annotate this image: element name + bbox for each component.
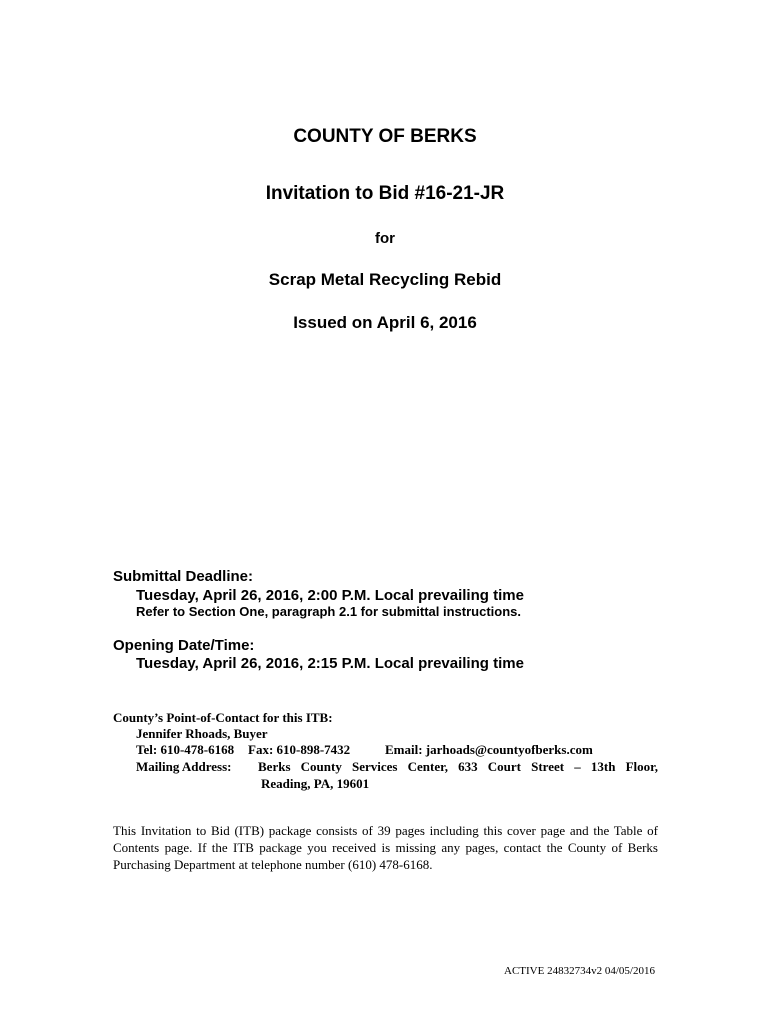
county-title: COUNTY OF BERKS [293, 126, 477, 147]
contact-email: Email: jarhoads@countyofberks.com [385, 742, 593, 757]
mailing-address-label: Mailing Address: [136, 759, 232, 774]
submittal-instructions: Refer to Section One, paragraph 2.1 for submittal instructions. [136, 604, 522, 619]
submittal-deadline-heading: Submittal Deadline: [113, 568, 254, 585]
mailing-address-line1: Berks County Services Center, 633 Court Street – 13th Floor, [258, 759, 658, 774]
issue-date: Issued on April 6, 2016 [293, 313, 477, 332]
opening-datetime: Tuesday, April 26, 2016, 2:15 P.M. Local prevailing time [136, 655, 524, 672]
mailing-address-line2: Reading, PA, 19601 [261, 776, 370, 791]
contact-telephone: Tel: 610-478-6168 [136, 742, 235, 757]
project-title: Scrap Metal Recycling Rebid [268, 270, 502, 289]
contact-name: Jennifer Rhoads, Buyer [136, 726, 268, 741]
contact-heading: County’s Point-of-Contact for this ITB: [113, 710, 333, 725]
document-id-footer: ACTIVE 24832734v2 04/05/2016 [504, 965, 655, 977]
contact-fax: Fax: 610-898-7432 [248, 742, 351, 757]
submittal-deadline-datetime: Tuesday, April 26, 2016, 2:00 P.M. Local prevailing time [136, 587, 524, 604]
opening-heading: Opening Date/Time: [113, 637, 255, 654]
itb-title: Invitation to Bid #16-21-JR [265, 183, 505, 204]
for-label: for [375, 230, 395, 247]
package-note: This Invitation to Bid (ITB) package consists of 39 pages including this cover page and the Table of Contents page. If the ITB package you received is missing any pages, contact the County of Berks Purchasing Department at telephone number (610) 478-6168. [113, 823, 658, 872]
